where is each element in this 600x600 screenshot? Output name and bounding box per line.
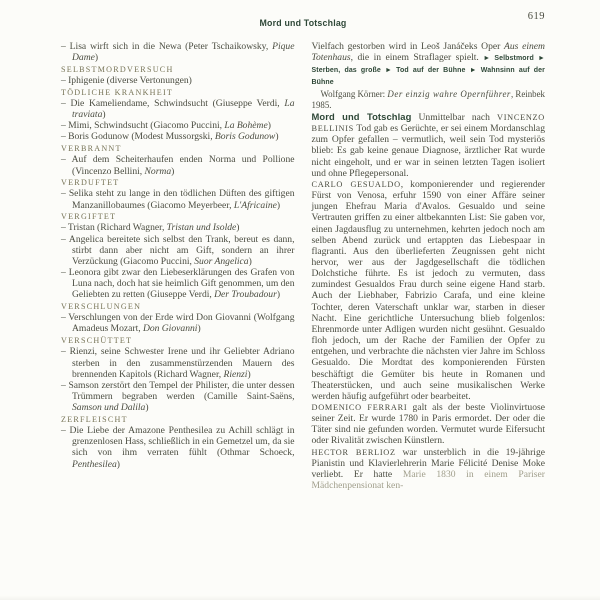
text-run: – Lisa wirft sich in die Newa (Peter Tschaikowsky,: [61, 41, 273, 52]
person-name-smallcaps: HECTOR BERLIOZ: [311, 447, 396, 457]
list-item: [61, 234, 295, 267]
text-run: – Tristan (Richard Wagner,: [61, 222, 167, 234]
text-run: Wolfgang Körner:: [320, 88, 388, 99]
list-item: [61, 75, 295, 86]
faded-text: Marie 1830 in einem Pariser Mädchenpensionat ken-: [311, 468, 545, 492]
list-item: [61, 131, 295, 142]
text-run: ): [276, 289, 281, 301]
list-item: [61, 380, 295, 413]
text-run: Unmittelbar nach: [411, 111, 497, 123]
section-heading: SELBSTMORDVERSUCH: [61, 64, 174, 74]
text-run: – Leonora gibt zwar den Liebeserklärungen des Grafen von Luna nach, doch hat sie heimlich Gift genommen, um den Geliebten zu retten (Giuseppe Verdi,: [61, 267, 295, 301]
text-run: – Die Liebe der Amazone Penthesilea zu Achill schlägt in grenzenlosen Hass, schließlich in ein Gemetzel um, da sie sich von ihm verraten fühlt (Othmar Schoeck,: [61, 425, 295, 459]
text-run: , komponierender und regierender Fürst von Venosa, erfuhr 1590 von einer Affäre seiner jungen Ehefrau Maria d'Avalos. Gesualdo und seine Vertrauten griffen zu einer altbekannten List: Sie gaben vor, einen Jagdausflug zu unternehmen, kehrten jedoch noch am selben Abend zurück und ertappten das Liebespaar in flagranti. Aus den überlieferten Zeugnissen geht nicht hervor, wer aus der Jagdgesellschaft die tödlichen Dolchstiche führte. Es ist jedoch zu vermuten, dass zumindest Gesualdos Frau durch seine eigene Hand starb. Auch der Liebhaber, Fabrizio Carafa, und eine kleine Tochter, deren Vaterschaft unklar war, starben in dieser Nacht. Eine gerichtliche Untersuchung blieb folgenlos: Ehrenmorde unter Adligen wurden nicht gesühnt. Gesualdo floh jedoch, um der Rache der Familien der Opfer zu entgehen, und verbrachte die nächsten vier Jahre im Schloss Gesualdo. Die Mordtat des komponierenden Fürsten beschäftigt die Gemüter bis heute in Romanen und Theaterstücken, und auch seine musikalischen Werke werden häufig aufgeführt oder bearbeitet.: [311, 178, 546, 402]
text-run: – Mimi, Schwindsucht (Giacomo Puccini,: [61, 120, 225, 132]
text-run: – Boris Godunow (Modest Mussorgski,: [61, 131, 215, 143]
work-title-italic: Aus einem Totenhaus: [311, 41, 545, 64]
text-run: ): [116, 458, 120, 470]
work-title-italic: Pique Dame: [72, 41, 295, 64]
work-title-italic: Der Troubadour: [214, 289, 277, 301]
work-title-italic: Tristan und Isolde: [166, 222, 237, 234]
list-item: [61, 267, 295, 300]
text-run: – Die Kameliendame, Schwindsucht (Giuseppe Verdi,: [61, 97, 285, 109]
text-run: ): [267, 120, 271, 132]
section-heading: ZERFLEISCHT: [61, 414, 128, 424]
text-run: Tod gab es Gerüchte, er sei einem Mordanschlag zum Opfer gefallen – vermutlich, weil sein Tod mysteriös blieb: Es gab keine genaue Diagnose, ärztlicher Rat wurde nicht eingeholt, und er war in seinen letzten Tagen isoliert und ohne Pflegepersonal.: [311, 123, 545, 179]
right-column: [312, 41, 546, 491]
text-run: ): [94, 52, 99, 64]
text-run: ): [276, 199, 281, 211]
section-heading: VERSCHÜTTET: [61, 336, 133, 346]
text-run: – Selika steht zu lange in den tödlichen Düften des giftigen Manzanillobaumes (Giacomo Meyerbeer,: [61, 188, 295, 211]
text-run: – Auf dem Scheiterhaufen enden Norma und Pollione (Vincenzo Bellini,: [61, 154, 295, 177]
section-heading: VERGIFTET: [61, 212, 117, 222]
work-title-italic: Penthesilea: [72, 458, 117, 470]
text-columns: [61, 41, 545, 491]
work-title-italic: Boris Godunow: [214, 131, 276, 143]
text-run: ): [275, 131, 279, 143]
paragraph: [312, 179, 546, 402]
text-run: galt als der beste Violinvirtuose seiner Zeit. Er wurde 1780 in Paris ermordet. Der oder die Täter sind nie gefunden worden. Vermutet wurde Eifersucht oder Rivalität zwischen Künstlern.: [311, 402, 545, 447]
list-item: [61, 425, 295, 470]
text-run: ): [102, 109, 106, 121]
list-item: [61, 98, 295, 120]
text-run: – Rienzi, seine Schwester Irene und ihr Geliebter Adriano sterben in den zusammenstürzenden Mauern des brennenden Kapitols (Richard Wagner,: [61, 346, 295, 380]
text-run: Vielfach gestorben wird in Leoš Janáčeks Oper: [311, 41, 504, 52]
text-run: – Angelica bereitete sich selbst den Trank, bereut es dann, stirbt dann aber nicht am Gift, sondern an ihrer Verzückung (Giacomo Puccini,: [61, 233, 295, 267]
text-run: ): [197, 323, 201, 335]
list-item: [61, 41, 295, 63]
left-column: [61, 41, 295, 491]
text-run: – Iphigenie (diverse Vertonungen): [61, 75, 192, 87]
paragraph: [312, 402, 546, 447]
section-heading: VERDUFTET: [61, 178, 120, 188]
paragraph: [312, 111, 546, 179]
work-title-italic: La traviata: [72, 97, 295, 121]
work-title-italic: Der einzig wahre Opernführer: [387, 88, 511, 99]
page-header: [61, 13, 545, 31]
bibliography-reference: [312, 89, 546, 111]
text-run: – Samson zerstört den Tempel der Philister, die unter dessen Trümmern begraben werden (Camille Saint-Saëns,: [61, 379, 295, 402]
list-item: [61, 188, 295, 210]
person-name-smallcaps: VINCENZO BELLINIS: [311, 112, 545, 134]
person-name-smallcaps: DOMENICO FERRARI: [311, 403, 408, 412]
work-title-italic: L'Africaine: [233, 199, 277, 211]
list-item: [61, 312, 295, 334]
list-item: [61, 346, 295, 379]
text-run: , die in einem Straflager spielt.: [350, 52, 484, 64]
section-heading: VERBRANNT: [61, 144, 122, 154]
work-title-italic: Rienzi: [223, 368, 248, 380]
list-item: [61, 222, 295, 233]
text-run: – Verschlungen von der Erde wird Don Giovanni (Wolfgang Amadeus Mozart,: [61, 312, 295, 335]
running-head-title: Mord und Totschlag: [259, 18, 347, 28]
work-title-italic: Don Giovanni: [142, 323, 198, 335]
section-heading: TÖDLICHE KRANKHEIT: [61, 87, 174, 97]
list-item: [61, 120, 295, 131]
entry-headword: Mord und Totschlag: [311, 110, 412, 122]
work-title-italic: Norma: [144, 165, 172, 177]
text-run: ): [145, 402, 149, 414]
text-run: war unsterblich in die 19-jährige Pianistin und Klavierlehrerin Marie Félicité Denise Moke verliebt. Er hatte: [311, 446, 545, 480]
person-name-smallcaps: CARLO GESUALDO: [311, 179, 401, 189]
text-run: ): [236, 222, 240, 234]
list-item: [61, 154, 295, 176]
text-run: , Reinbek 1985.: [311, 88, 545, 110]
text-run: ): [248, 255, 252, 267]
text-run: ): [247, 368, 251, 380]
cross-references: ► Selbstmord ► Sterben, das große ► Tod auf der Bühne ► Wahnsinn auf der Bühne: [311, 55, 545, 87]
work-title-italic: La Bohème: [224, 120, 268, 132]
paragraph: [312, 41, 546, 89]
text-run: ): [171, 165, 175, 177]
paragraph: [312, 447, 546, 492]
page-number: 619: [527, 11, 545, 22]
section-heading: VERSCHLUNGEN: [61, 302, 142, 312]
work-title-italic: Suor Angelica: [194, 255, 249, 267]
work-title-italic: Samson und Dalila: [72, 402, 146, 414]
